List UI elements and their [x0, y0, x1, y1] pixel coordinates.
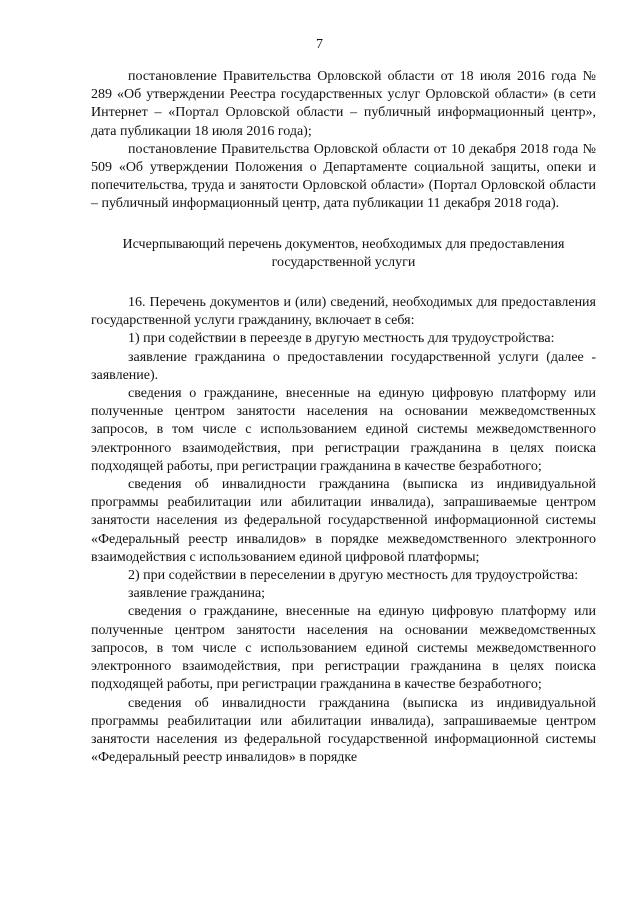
paragraph-application: заявление гражданина о предоставлении государственной услуги (далее - заявление).: [91, 349, 596, 383]
section-heading: Исчерпывающий перечень документов, необходимых для предоставления государственной услуги: [122, 236, 565, 270]
paragraph-item-16: 16. Перечень документов и (или) сведений, необходимых для предоставления государственной услуги гражданину, включает в себя:: [91, 295, 596, 329]
document-body: [91, 68, 596, 767]
paragraph-decree-2016: постановление Правительства Орловской области от 18 июля 2016 года № 289 «Об утверждении Реестра государственных услуг Орловской области» (в сети Интернет – «Портал Орловской области – публичный информационный центр», дата публикации 18 июля 2016 года);: [91, 69, 596, 139]
paragraph-disability-info: сведения об инвалидности гражданина (выписка из индивидуальной программы реабилитации или абилитации инвалида), запрашиваемые центром занятости населения из федеральной государственной информационной системы «Федеральный реестр инвалидов» в порядке межведомственного электронного взаимодействия с использованием единой цифровой платформы;: [91, 477, 596, 565]
paragraph-citizen-info-2: сведения о гражданине, внесенные на единую цифровую платформу или полученные центром занятости населения на основании межведомственных запросов, в том числе с использованием единой системы межведомственного электронного взаимодействия, при регистрации гражданина в целях поиска подходящей работы, при регистрации гражданина в качестве безработного;: [91, 604, 596, 693]
list-item-2: 2) при содействии в переселении в другую местность для трудоустройства:: [128, 568, 579, 584]
paragraph-decree-2018: постановление Правительства Орловской области от 10 декабря 2018 года № 509 «Об утверждении Положения о Департаменте социальной защиты, опеки и попечительства, труда и занятости Орловской области» (Портал Орловской области – публичный информационный центр, дата публикации 11 декабря 2018 года).: [91, 141, 596, 212]
paragraph-citizen-info: сведения о гражданине, внесенные на единую цифровую платформу или полученные центром занятости населения на основании межведомственных запросов, в том числе с использованием единой системы межведомственного электронного взаимодействия, при регистрации гражданина в целях поиска подходящей работы, при регистрации гражданина в качестве безработного;: [91, 386, 596, 474]
page-number: 7: [316, 37, 323, 52]
list-item-1: 1) при содействии в переезде в другую местность для трудоустройства:: [128, 331, 555, 347]
paragraph-application-2: заявление гражданина;: [128, 586, 266, 602]
paragraph-disability-info-2: сведения об инвалидности гражданина (выписка из индивидуальной программы реабилитации или абилитации инвалида), запрашиваемые центром занятости населения из федеральной государственной информационной системы «Федеральный реестр инвалидов» в порядке: [91, 695, 596, 766]
